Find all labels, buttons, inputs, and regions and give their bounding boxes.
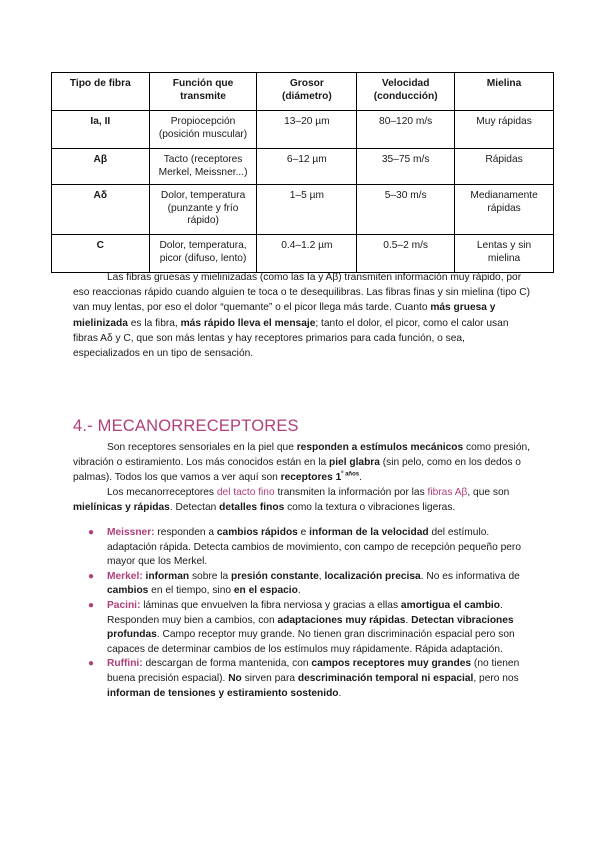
list-item-meissner: ● Meissner: responden a cambios rápidos e informan de la velocidad del estímulo. adaptación rápida. Detecta cambios de movimiento, con campo de recepción pequeño pero mayor que los Merkel. — [88, 527, 521, 568]
receptor-list — [73, 526, 533, 701]
intro-paragraph: Son receptores sensoriales en la piel que responden a estímulos mecánicos como presión, vibración o estiramiento. Los más conocidos están en la piel glabra (sin pelo, como en los dedos o palmas). Todos los que vamos a ver aquí son receptores $1^{º años}$. — [73, 442, 530, 484]
table-row — [52, 185, 554, 235]
header-speed: Velocidad (conducción) — [357, 73, 455, 111]
cell-thickness: 1–5 µm — [257, 185, 357, 235]
header-myelin: Mielina — [455, 73, 554, 111]
list-item-merkel: ● Merkel: informan sobre la presión constante, localización precisa. No es informativa de cambios en el tiempo, sino en el espacio. — [88, 570, 520, 597]
cell-fiber: Aβ — [52, 149, 150, 185]
summary-paragraph: Las fibras gruesas y mielinizadas (como las Ia y Aβ) transmiten información muy rápido, por eso reaccionas rápido cuando alguien te toca o te desequilibras. Las fibras finas y sin mielina (tipo C) van muy lentas, por eso el dolor “quemante” o el picor llega más tarde. Cuanto más gruesa y mielinizada es la fibra, más rápido lleva el mensaje; tanto el dolor, el picor, como el calor usan fibras Aδ y C, que son más lentas y hay receptores primarios para cada función, o sea, especializados en un tipo de sensación. — [73, 272, 530, 360]
cell-function: Propiocepción (posición muscular) — [149, 111, 257, 149]
cell-function: Dolor, temperatura (punzante y frío rápido) — [149, 185, 257, 235]
header-function: Función que transmite — [149, 73, 257, 111]
bullet-icon: ● — [88, 599, 95, 611]
cell-speed: 80–120 m/s — [357, 111, 455, 149]
cell-function: Dolor, temperatura, picor (difuso, lento) — [149, 235, 257, 273]
cell-myelin: Muy rápidas — [455, 111, 554, 149]
bullet-icon: ● — [88, 527, 95, 538]
fine-touch-paragraph: Los mecanorreceptores del tacto fino transmiten la información por las fibras Aβ, que son mielínicas y rápidas. Detectan detalles finos como la textura o vibraciones ligeras. — [73, 487, 510, 514]
cell-thickness: 0.4–1.2 µm — [257, 235, 357, 273]
cell-thickness: 13–20 µm — [257, 111, 357, 149]
cell-fiber: C — [52, 235, 150, 273]
header-thickness: Grosor (diámetro) — [257, 73, 357, 111]
table-header-row — [52, 73, 554, 111]
table-row — [52, 149, 554, 185]
cell-speed: 35–75 m/s — [357, 149, 455, 185]
fiber-types-table — [51, 72, 554, 273]
cell-fiber: Aδ — [52, 185, 150, 235]
header-fiber-type: Tipo de fibra — [52, 73, 150, 111]
table-row — [52, 235, 554, 273]
table-row — [52, 111, 554, 149]
list-item-pacini: ● Pacini: láminas que envuelven la fibra nerviosa y gracias a ellas amortigua el cambio. Responden muy bien a cambios, con adaptaciones muy rápidas. Detectan vibraciones profundas. Campo receptor muy grande. No tienen gran discriminación espacial pero son capaces de determinar cambios de los estímulos muy rápidamente. Rápida adaptación. — [88, 599, 515, 655]
bullet-icon: ● — [88, 658, 95, 670]
section-title: 4.- MECANORRECEPTORES — [73, 417, 299, 435]
cell-fiber: Ia, II — [52, 111, 150, 149]
cell-speed: 0.5–2 m/s — [357, 235, 455, 273]
cell-speed: 5–30 m/s — [357, 185, 455, 235]
list-item-ruffini: ● Ruffini: descargan de forma mantenida, con campos receptores muy grandes (no tienen buena precisión espacial). No sirven para descriminación temporal ni espacial, pero nos informan de tensiones y estiramiento sostenido. — [88, 658, 520, 699]
cell-myelin: Rápidas — [455, 149, 554, 185]
cell-thickness: 6–12 µm — [257, 149, 357, 185]
bullet-icon: ● — [88, 570, 95, 582]
cell-myelin: Medianamente rápidas — [455, 185, 554, 235]
cell-function: Tacto (receptores Merkel, Meissner...) — [149, 149, 257, 185]
cell-myelin: Lentas y sin mielina — [455, 235, 554, 273]
